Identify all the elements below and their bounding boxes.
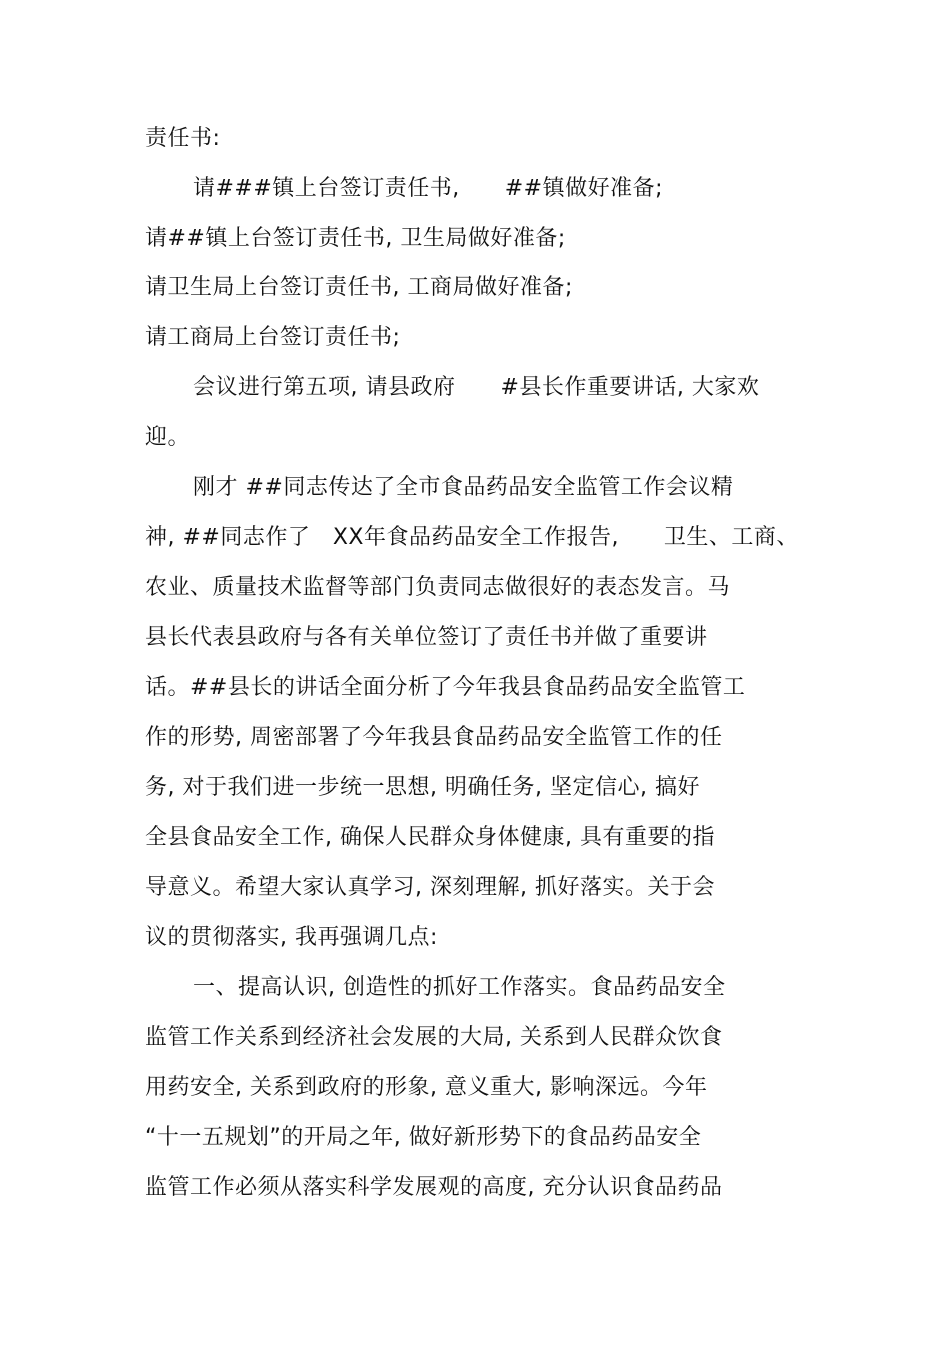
- text-line-9: 神, ##同志作了 XX年食品药品安全工作报告, 卫生、工商、: [145, 525, 799, 550]
- text-line-12: 话。##县长的讲话全面分析了今年我县食品药品安全监管工: [145, 675, 746, 700]
- text-line-3: 请##镇上台签订责任书, 卫生局做好准备;: [145, 226, 566, 251]
- text-line-21: “十一五规划”的开局之年, 做好新形势下的食品药品安全: [145, 1125, 702, 1150]
- text-line-2: 请###镇上台签订责任书, ##镇做好准备;: [193, 176, 664, 201]
- text-line-15: 全县食品安全工作, 确保人民群众身体健康, 具有重要的指: [145, 825, 715, 850]
- text-line-20: 用药安全, 关系到政府的形象, 意义重大, 影响深远。今年: [145, 1075, 708, 1100]
- text-line-14: 务, 对于我们进一步统一思想, 明确任务, 坚定信心, 搞好: [145, 775, 700, 800]
- text-line-13: 作的形势, 周密部署了今年我县食品药品安全监管工作的任: [145, 725, 723, 750]
- text-line-1: 责任书:: [145, 126, 221, 151]
- text-line-7: 迎。: [145, 425, 191, 450]
- text-line-10: 农业、质量技术监督等部门负责同志做很好的表态发言。马: [145, 575, 731, 600]
- text-line-17: 议的贯彻落实, 我再强调几点:: [145, 925, 438, 950]
- text-line-6: 会议进行第五项, 请县政府 #县长作重要讲话, 大家欢: [193, 375, 760, 400]
- text-line-19: 监管工作关系到经济社会发展的大局, 关系到人民群众饮食: [145, 1025, 723, 1050]
- text-line-4: 请卫生局上台签订责任书, 工商局做好准备;: [145, 275, 573, 300]
- text-line-5: 请工商局上台签订责任书;: [145, 325, 401, 350]
- text-line-16: 导意义。希望大家认真学习, 深刻理解, 抓好落实。关于会: [145, 875, 715, 900]
- text-line-18: 一、提高认识, 创造性的抓好工作落实。食品药品安全: [193, 975, 726, 1000]
- text-line-8: 刚才 ##同志传达了全市食品药品安全监管工作会议精: [193, 475, 734, 500]
- text-line-11: 县长代表县政府与各有关单位签订了责任书并做了重要讲: [145, 625, 708, 650]
- text-line-22: 监管工作必须从落实科学发展观的高度, 充分认识食品药品: [145, 1175, 723, 1200]
